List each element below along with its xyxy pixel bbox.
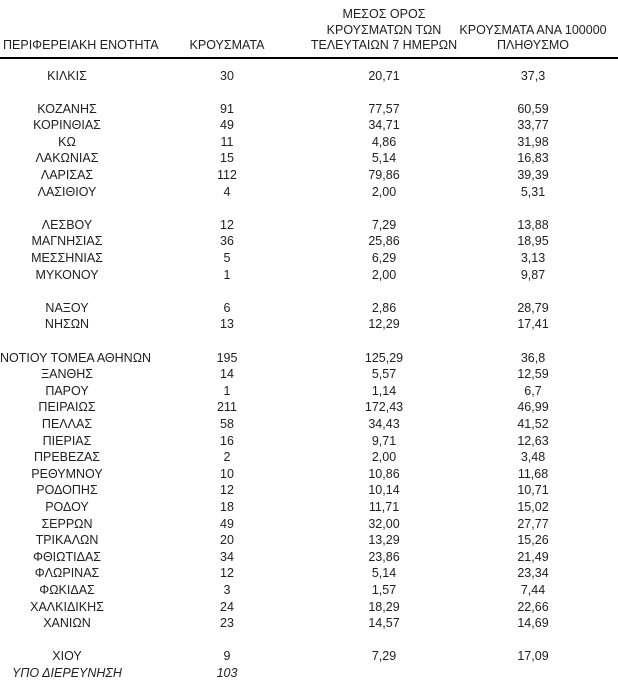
- header-per100k: [448, 23, 618, 54]
- table-row: [0, 648, 618, 665]
- cases-cell: 12: [220, 483, 234, 498]
- avg7-cell: 14,57: [368, 616, 400, 631]
- per100k-cell: 27,77: [517, 516, 549, 531]
- region-cell: ΚΙΛΚΙΣ: [47, 68, 87, 83]
- table-row: [0, 101, 618, 118]
- avg7-cell: 1,57: [371, 582, 397, 597]
- region-cell: ΥΠΟ ΔΙΕΡΕΥΝΗΣΗ: [12, 665, 122, 680]
- table-row: [0, 366, 618, 383]
- avg7-cell: 25,86: [368, 234, 400, 249]
- region-cell: ΚΟΖΑΝΗΣ: [37, 101, 97, 116]
- region-cell: ΛΑΡΙΣΑΣ: [40, 168, 94, 183]
- region-cell: ΠΑΡΟΥ: [45, 383, 89, 398]
- cases-cell: 36: [220, 234, 234, 249]
- cases-cell: 2: [223, 450, 231, 465]
- avg7-cell: 2,00: [371, 450, 397, 465]
- cases-cell: 5: [223, 251, 231, 266]
- region-cell: ΚΩ: [58, 134, 76, 149]
- table-row: [0, 416, 618, 433]
- per100k-cell: 46,99: [517, 400, 549, 415]
- table-row: [0, 117, 618, 134]
- region-cell: ΡΟΔΟΠΗΣ: [36, 483, 98, 498]
- group-spacer: [0, 84, 618, 101]
- avg7-cell: 172,43: [364, 400, 404, 415]
- header-region-label: ΠΕΡΙΦΕΡΕΙΑΚΗ ΕΝΟΤΗΤΑ: [3, 38, 159, 52]
- per100k-cell: 5,31: [520, 184, 546, 199]
- per100k-cell: 17,41: [517, 317, 549, 332]
- table-row: [0, 68, 618, 85]
- cases-cell: 1: [223, 383, 231, 398]
- per100k-cell: 12,59: [517, 367, 549, 382]
- table-row: [0, 300, 618, 317]
- table-row: [0, 316, 618, 333]
- region-cell: ΦΘΙΩΤΙΔΑΣ: [32, 549, 102, 564]
- per100k-cell: 60,59: [517, 101, 549, 116]
- avg7-cell: 6,29: [371, 251, 397, 266]
- per100k-cell: 23,34: [517, 566, 549, 581]
- table-row: [0, 665, 618, 682]
- region-cell: ΝΟΤΙΟΥ ΤΟΜΕΑ ΑΘΗΝΩΝ: [0, 350, 152, 365]
- per100k-cell: 3,48: [520, 450, 546, 465]
- cases-cell: 12: [220, 566, 234, 581]
- region-cell: ΚΟΡΙΝΘΙΑΣ: [33, 118, 101, 133]
- table-row: [0, 399, 618, 416]
- region-cell: ΠΙΕΡΙΑΣ: [42, 433, 92, 448]
- cases-cell: 23: [220, 616, 234, 631]
- region-cell: ΤΡΙΚΑΛΩΝ: [35, 533, 99, 548]
- table-row: [0, 350, 618, 367]
- cases-cell: 4: [223, 184, 231, 199]
- per100k-cell: 17,09: [517, 649, 549, 664]
- cases-cell: 15: [220, 151, 234, 166]
- cases-cell: 10: [220, 466, 234, 481]
- per100k-cell: 10,71: [517, 483, 549, 498]
- avg7-cell: 125,29: [364, 350, 404, 365]
- cases-cell: 30: [220, 68, 234, 83]
- region-cell: ΜΥΚΟΝΟΥ: [35, 267, 99, 282]
- region-cell: ΧΙΟΥ: [52, 649, 82, 664]
- table-row: [0, 383, 618, 400]
- avg7-cell: 7,29: [371, 649, 397, 664]
- cases-cell: 12: [220, 217, 234, 232]
- region-cell: ΠΡΕΒΕΖΑΣ: [33, 450, 101, 465]
- table-row: [0, 184, 618, 201]
- table-row: [0, 250, 618, 267]
- table-row: [0, 615, 618, 632]
- avg7-cell: 7,29: [371, 217, 397, 232]
- per100k-cell: 11,68: [517, 466, 549, 481]
- table-row: [0, 532, 618, 549]
- region-cell: ΠΕΛΛΑΣ: [41, 416, 93, 431]
- table-header: [0, 0, 618, 54]
- per100k-cell: 39,39: [517, 168, 549, 183]
- cases-cell: 49: [220, 516, 234, 531]
- per100k-cell: 36,8: [520, 350, 546, 365]
- cases-cell: 211: [217, 400, 237, 415]
- cases-cell: 49: [220, 118, 234, 133]
- avg7-cell: 2,00: [371, 267, 397, 282]
- header-line: ΠΛΗΘΥΣΜΟ: [497, 38, 569, 52]
- avg7-cell: 79,86: [368, 168, 400, 183]
- region-cell: ΛΑΣΙΘΙΟΥ: [37, 184, 97, 199]
- cases-cell: 112: [217, 168, 237, 183]
- header-avg7: [310, 7, 458, 54]
- per100k-cell: 12,63: [517, 433, 549, 448]
- table-row: [0, 599, 618, 616]
- avg7-cell: 10,86: [368, 466, 400, 481]
- header-region: [0, 38, 159, 54]
- avg7-cell: 34,71: [368, 118, 400, 133]
- table-row: [0, 466, 618, 483]
- table-row: [0, 134, 618, 151]
- avg7-cell: 2,86: [371, 300, 397, 315]
- avg7-cell: [320, 665, 448, 682]
- per100k-cell: 41,52: [517, 416, 549, 431]
- cases-cell: 34: [220, 549, 234, 564]
- per100k-cell: 6,7: [524, 383, 542, 398]
- avg7-cell: 23,86: [368, 549, 400, 564]
- header-line: ΚΡΟΥΣΜΑΤΩΝ ΤΩΝ: [326, 22, 442, 37]
- cases-cell: 14: [220, 367, 234, 382]
- avg7-cell: 5,14: [371, 151, 397, 166]
- region-cell: ΡΕΘΥΜΝΟΥ: [31, 466, 103, 481]
- avg7-cell: 4,86: [371, 134, 397, 149]
- avg7-cell: 34,43: [368, 416, 400, 431]
- avg7-cell: 1,14: [371, 383, 397, 398]
- table-row: [0, 433, 618, 450]
- per100k-cell: 15,02: [517, 499, 549, 514]
- region-cell: ΧΑΛΚΙΔΙΚΗΣ: [30, 599, 104, 614]
- region-cell: ΠΕΙΡΑΙΩΣ: [38, 400, 96, 415]
- avg7-cell: 2,00: [371, 184, 397, 199]
- cases-cell: 20: [220, 533, 234, 548]
- per100k-cell: 9,87: [520, 267, 546, 282]
- cases-cell: 16: [220, 433, 234, 448]
- region-cell: ΦΛΩΡΙΝΑΣ: [34, 566, 100, 581]
- cases-cell: 1: [223, 267, 231, 282]
- region-cell: ΝΗΣΩΝ: [44, 317, 90, 332]
- avg7-cell: 9,71: [371, 433, 397, 448]
- avg7-cell: 20,71: [368, 68, 400, 83]
- per100k-cell: 22,66: [517, 599, 549, 614]
- table-row: [0, 150, 618, 167]
- cases-cell: 3: [223, 582, 231, 597]
- table-row: [0, 482, 618, 499]
- per100k-cell: 37,3: [520, 68, 546, 83]
- cases-cell: 9: [223, 649, 231, 664]
- group-spacer: [0, 200, 618, 217]
- header-line: ΜΕΣΟΣ ΟΡΟΣ: [342, 7, 426, 21]
- per100k-cell: 21,49: [517, 549, 549, 564]
- table-row: [0, 233, 618, 250]
- avg7-cell: 77,57: [368, 101, 400, 116]
- cases-cell: 6: [223, 300, 231, 315]
- region-cell: ΞΑΝΘΗΣ: [41, 367, 93, 382]
- header-cases: [134, 38, 320, 54]
- avg7-cell: 11,71: [368, 499, 400, 514]
- table-row: [0, 267, 618, 284]
- table-row: [0, 167, 618, 184]
- cases-cell: 91: [220, 101, 234, 116]
- region-cell: ΛΑΚΩΝΙΑΣ: [35, 151, 99, 166]
- per100k-cell: 3,13: [520, 251, 546, 266]
- region-cell: ΧΑΝΙΩΝ: [43, 616, 91, 631]
- table-row: [0, 582, 618, 599]
- table-row: [0, 549, 618, 566]
- per100k-cell: 16,83: [517, 151, 549, 166]
- per100k-cell: 14,69: [517, 616, 549, 631]
- group-spacer: [0, 632, 618, 649]
- per100k-cell: 15,26: [517, 533, 549, 548]
- per100k-cell: 31,98: [517, 134, 549, 149]
- per100k-cell: 13,88: [517, 217, 549, 232]
- cases-cell: 11: [220, 134, 234, 149]
- per100k-cell: 7,44: [520, 582, 546, 597]
- per100k-cell: [448, 665, 618, 682]
- table-row: [0, 499, 618, 516]
- table-body: [0, 59, 618, 682]
- per100k-cell: 18,95: [517, 234, 549, 249]
- region-cell: ΜΑΓΝΗΣΙΑΣ: [31, 234, 103, 249]
- region-cell: ΝΑΞΟΥ: [45, 300, 89, 315]
- header-line: ΤΕΛΕΥΤΑΙΩΝ 7 ΗΜΕΡΩΝ: [310, 38, 458, 52]
- table-row: [0, 449, 618, 466]
- cases-cell: 58: [220, 416, 234, 431]
- cases-cell: 18: [220, 499, 234, 514]
- avg7-cell: 5,57: [371, 367, 397, 382]
- table-row: [0, 217, 618, 234]
- cases-cell: 195: [216, 350, 238, 365]
- avg7-cell: 18,29: [368, 599, 400, 614]
- region-cell: ΦΩΚΙΔΑΣ: [39, 582, 95, 597]
- cases-cell: 24: [220, 599, 234, 614]
- table-row: [0, 516, 618, 533]
- avg7-cell: 13,29: [368, 533, 400, 548]
- cases-cell: 103: [216, 665, 238, 680]
- group-spacer: [0, 283, 618, 300]
- group-spacer: [0, 333, 618, 350]
- region-cell: ΜΕΣΣΗΝΙΑΣ: [31, 251, 103, 266]
- per100k-cell: 28,79: [517, 300, 549, 315]
- avg7-cell: 5,14: [371, 566, 397, 581]
- region-cell: ΡΟΔΟΥ: [45, 499, 89, 514]
- region-cell: ΣΕΡΡΩΝ: [41, 516, 93, 531]
- avg7-cell: 32,00: [368, 516, 400, 531]
- cases-cell: 13: [220, 317, 234, 332]
- per100k-cell: 33,77: [517, 118, 549, 133]
- header-line: ΚΡΟΥΣΜΑΤΑ ΑΝΑ 100000: [459, 22, 607, 37]
- avg7-cell: 10,14: [368, 483, 400, 498]
- header-cases-label: ΚΡΟΥΣΜΑΤΑ: [189, 38, 265, 52]
- table-row: [0, 565, 618, 582]
- avg7-cell: 12,29: [368, 317, 400, 332]
- region-cell: ΛΕΣΒΟΥ: [41, 217, 93, 232]
